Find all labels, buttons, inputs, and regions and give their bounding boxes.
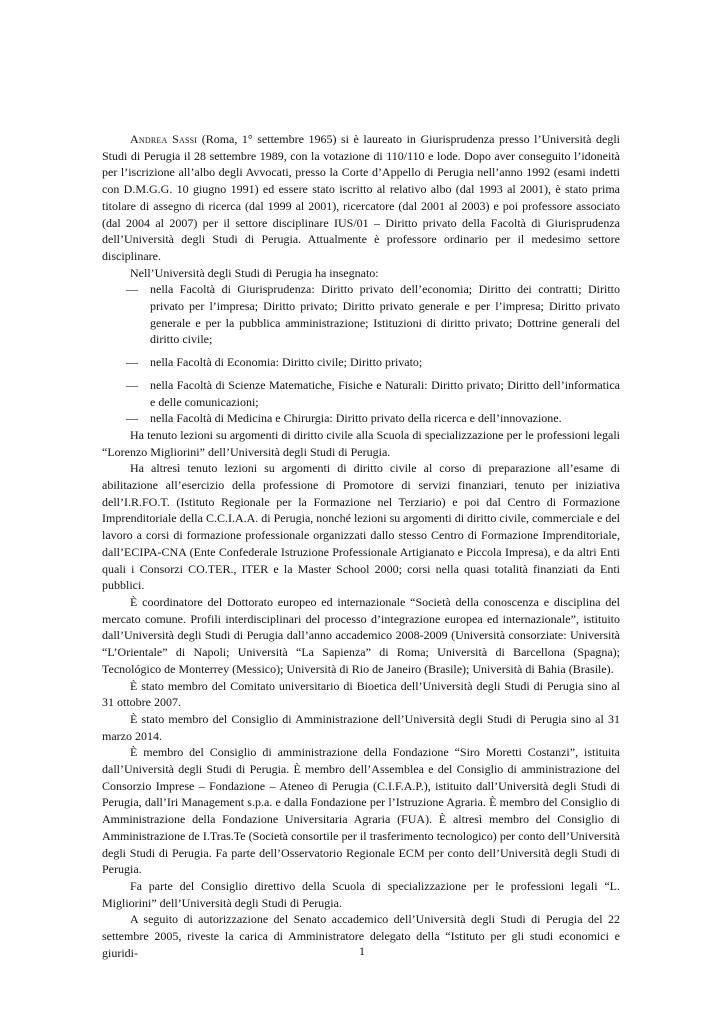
teaching-list xyxy=(102,281,620,427)
teaching-item-text: nella Facoltà di Giurisprudenza: Diritto privato dell’economia; Diritto dei contratti; Diritto privato per l’impresa; Diritto privato; Diritto privato generale e per l’impresa; Diritto privato generale e per la pubblica amministrazione; Istituzioni di diritto privato; Dottrine generali del diritto civile; xyxy=(150,282,620,347)
paragraph-amministratore: A seguito di autorizzazione del Senato accademico dell’Università degli Studi di Perugia del 22 settembre 2005, riveste la carica di Amministratore delegato della “Istituto per gli studi economici e giuridi- xyxy=(102,912,620,960)
list-dash: — xyxy=(126,355,138,370)
bio-intro-text: (Roma, 1° settembre 1965) si è laureato in Giurisprudenza presso l’Università degli Studi di Perugia il 28 settembre 1989, con la votazione di 110/110 e lode. Dopo aver conseguito l’idoneità per l’iscrizione all’albo degli Avvocati, presso la Corte d’Appello di Perugia nell’anno 1992 (esami indetti con D.M.G.G. 10 giugno 1991) ed essere stato iscritto al relativo albo (dal 1993 al 2001), è stato prima titolare di assegno di ricerca (dal 1999 al 2001), ricercatore (dal 2001 al 2003) e poi professore associato (dal 2004 al 2007) per il settore disciplinare IUS/01 – Diritto privato della Facoltà di Giurisprudenza dell’Università degli Studi di Perugia. Attualmente è professore ordinario per il medesimo settore disciplinare. xyxy=(102,132,621,263)
teaching-intro: Nell’Università degli Studi di Perugia ha insegnato: xyxy=(130,265,379,280)
bio-paragraph xyxy=(102,131,620,265)
teaching-item-economia xyxy=(102,354,620,371)
author-name: Andrea Sassi xyxy=(130,132,198,146)
list-dash: — xyxy=(126,282,138,297)
paragraph-bioetica: È stato membro del Comitato universitario di Bioetica dell’Università degli Studi di Perugia sino al 31 ottobre 2007. xyxy=(102,678,620,710)
teaching-item-giurisprudenza xyxy=(102,281,620,348)
list-dash: — xyxy=(126,377,138,392)
document-body xyxy=(102,131,620,961)
list-dash: — xyxy=(126,411,138,426)
page-number: 1 xyxy=(359,944,365,958)
paragraph-consiglio-direttivo: Fa parte del Consiglio direttivo della Scuola di specializzazione per le professioni legali “L. Migliorini” dell’Università degli Studi di Perugia. xyxy=(102,878,620,910)
teaching-item-scienze xyxy=(102,377,620,410)
teaching-item-text: nella Facoltà di Scienze Matematiche, Fisiche e Naturali: Diritto privato; Diritto dell’informatica e delle comunicazioni; xyxy=(150,377,620,409)
paragraph-fondazioni: È membro del Consiglio di amministrazione della Fondazione “Siro Moretti Costanzi”, istituita dall’Università degli Studi di Perugia. È membro dell’Assemblea e del Consiglio di amministrazione del Consorzio Imprese – Fondazione – Ateneo di Perugia (C.I.F.A.P.), istituito dall’Università degli Studi di Perugia, dall’Iri Management s.p.a. e dalla Fondazione per l’Istruzione Agraria. È membro del Consiglio di Amministrazione della Fondazione Universitaria Agraria (FUA). È altresì membro del Consiglio di Amministrazione de I.Tras.Te (Società consortile per il trasferimento tecnologico) per conto dell’Università degli Studi di Perugia. Fa parte dell’Osservatorio Regionale ECM per conto dell’Università degli Studi di Perugia. xyxy=(102,745,620,877)
teaching-item-text: nella Facoltà di Economia: Diritto civile; Diritto privato; xyxy=(150,355,423,370)
teaching-item-medicina xyxy=(102,410,620,427)
paragraph-cda-universita: È stato membro del Consiglio di Amministrazione dell’Università degli Studi di Perugia sino al 31 marzo 2014. xyxy=(102,711,620,743)
teaching-item-text: nella Facoltà di Medicina e Chirurgia: Diritto privato della ricerca e dell’innovazione. xyxy=(150,411,562,426)
paragraph-dottorato: È coordinatore del Dottorato europeo ed internazionale “Società della conoscenza e disciplina del mercato comune. Profili interdisciplinari del processo d’integrazione europea ed internazionale”, istituito dall’Università degli Studi di Perugia dall’anno accademico 2008-2009 (Università consorziate: Università “L’Orientale” di Napoli; Università “La Sapienza” di Roma; Università di Barcellona (Spagna); Tecnológico de Monterrey (Messico); Università di Rio de Janeiro (Brasile); Università di Bahia (Brasile). xyxy=(102,594,620,676)
paragraph-lezioni-corsi: Ha altresì tenuto lezioni su argomenti di diritto civile al corso di preparazione all’esame di abilitazione all’esercizio della professione di Promotore di servizi finanziari, tenuto per iniziativa dell’I.R.FO.T. (Istituto Regionale per la Formazione nel Terziario) e poi dal Centro di Formazione Imprenditoriale della C.C.I.A.A. di Perugia, nonché lezioni su argomenti di diritto civile, commerciale e del lavoro a corsi di formazione professionale organizzati dallo stesso Centro di Formazione Imprenditoriale, dall’ECIPA-CNA (Ente Confederale Istruzione Professionale Artigianato e Piccola Impresa), e da altri Enti quali i Consorzi CO.TER., ITER e la Master School 2000; corsi nella quasi totalità finanziati da Enti pubblici. xyxy=(102,461,620,593)
paragraph-lezioni-scuola: Ha tenuto lezioni su argomenti di diritto civile alla Scuola di specializzazione per le professioni legali “Lorenzo Migliorini” dell’Università degli Studi di Perugia. xyxy=(102,427,620,459)
